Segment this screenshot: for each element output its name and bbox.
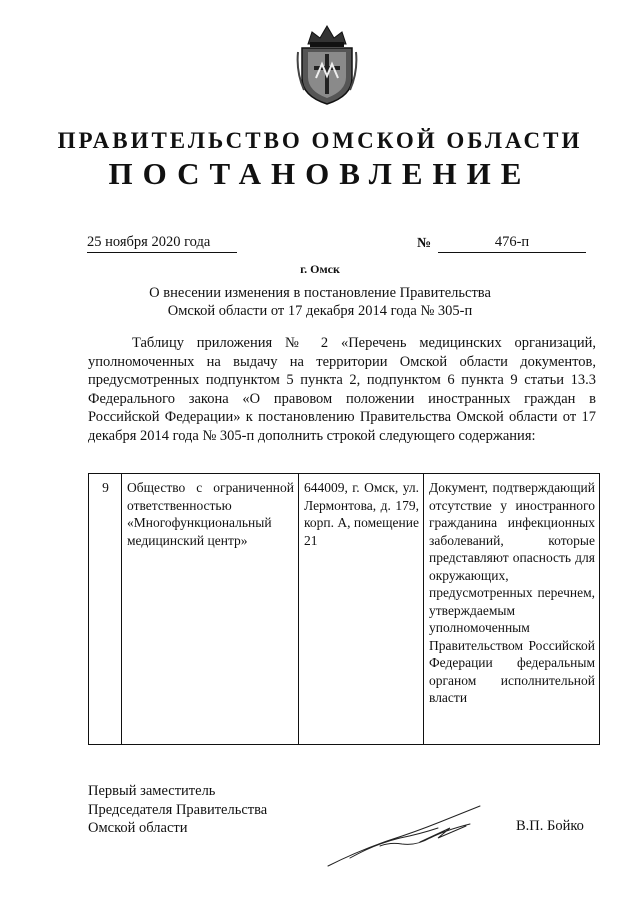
handwritten-signature — [320, 798, 500, 873]
document-type-title: ПОСТАНОВЛЕНИЕ — [108, 156, 532, 191]
signatory-position — [88, 782, 267, 838]
decree-subject — [110, 284, 530, 320]
signatory-line-3: Омской области — [88, 820, 188, 836]
body-paragraph: Таблицу приложения № 2 «Перечень медицинских организаций, уполномоченных на выдачу на территории Омской области документов, предусмотренных подпунктом 5 пункта 2, подпунктом 6 пункта 9 статьи 13.3 Федерального закона «О правовом положении иностранных граждан в Российской Федерации» к постановлению Правительства Омской области от 17 декабря 2014 года № 305-п дополнить строкой следующего содержания: — [88, 335, 596, 444]
subject-line-1: О внесении изменения в постановление Правительства — [149, 285, 491, 301]
signatory-line-1: Первый заместитель — [88, 783, 216, 799]
government-title: ПРАВИТЕЛЬСТВО ОМСКОЙ ОБЛАСТИ — [57, 128, 583, 153]
decree-number: 476-п — [438, 234, 586, 253]
coat-of-arms-icon — [296, 22, 358, 106]
row-number-cell: 9 — [89, 474, 122, 745]
subject-line-2: Омской области от 17 декабря 2014 года № 305-п — [167, 303, 473, 319]
number-label: № — [417, 236, 432, 251]
table-row — [89, 474, 600, 745]
signer-name: В.П. Бойко — [516, 818, 584, 834]
decree-date: 25 ноября 2020 года — [87, 234, 237, 253]
signatory-line-2: Председателя Правительства — [88, 801, 268, 818]
city-label: г. Омск — [300, 262, 340, 276]
appendix-table — [88, 473, 600, 745]
organization-cell: Общество с ограниченной ответственностью «Многофункциональный медицинский центр» — [122, 474, 299, 745]
address-cell: 644009, г. Омск, ул. Лермонтова, д. 179, корп. А, помещение 21 — [299, 474, 424, 745]
document-cell: Документ, подтверждающий отсутствие у иностранного гражданина инфекционных заболеваний, которые представляют опасность для окружающих, предусмотренных перечнем, утверждаемым уполномоченным Правительством Российской Федерации федеральным органом исполнительной власти — [424, 474, 600, 745]
